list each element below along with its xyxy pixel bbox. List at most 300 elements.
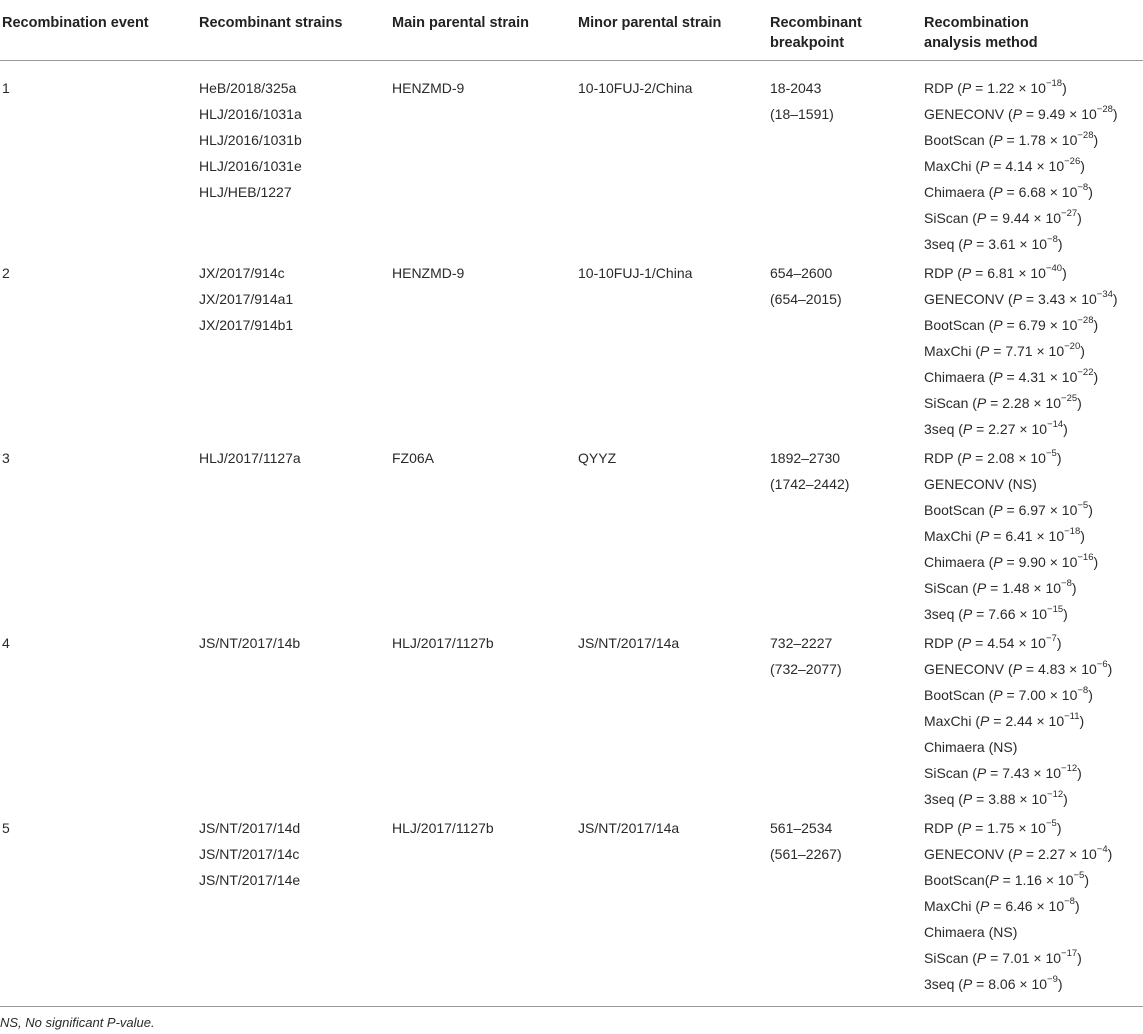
p-equals: =: [1002, 369, 1019, 385]
event-number-text: 3: [2, 450, 10, 466]
main-parental-strain: [392, 260, 464, 286]
method-name: MaxChi: [924, 898, 976, 914]
strain-name: JS/NT/2017/14d: [199, 820, 301, 836]
p-symbol: P: [961, 820, 972, 836]
paren-open: (: [957, 265, 962, 281]
breakpoint-value: 654–2600: [770, 265, 833, 281]
event-number: [2, 260, 10, 286]
p-exponent: −12: [1061, 763, 1078, 775]
method-name: Chimaera: [924, 369, 989, 385]
method-entry: [924, 101, 1118, 127]
p-exponent: −14: [1047, 419, 1064, 431]
method-name: BootScan: [924, 317, 989, 333]
p-equals: =: [972, 606, 989, 622]
recombinant-breakpoint: [770, 815, 842, 867]
p-value: 7.43 × 10: [1002, 765, 1062, 781]
minor-parental-strain: [578, 75, 692, 101]
p-value: 4.54 × 10: [987, 635, 1046, 651]
header-main-parental-strain: Main parental strain: [392, 15, 529, 31]
breakpoint-value: (561–2267): [770, 846, 842, 862]
p-exponent: −5: [1077, 500, 1089, 512]
p-equals: =: [1002, 687, 1019, 703]
method-entry: [924, 471, 1098, 497]
paren-open: (: [988, 554, 994, 570]
main-parent-name: HENZMD-9: [392, 265, 465, 281]
paren-close: ): [1056, 450, 1062, 466]
method-entry: [924, 919, 1112, 945]
method-name: GENECONV: [924, 661, 1009, 677]
p-equals: =: [986, 395, 1003, 411]
method-name: RDP: [924, 450, 958, 466]
p-symbol: P: [1012, 106, 1023, 122]
table-header: [0, 0, 1143, 61]
p-exponent: −27: [1061, 208, 1078, 220]
table-bottom-rule: [0, 1006, 1143, 1007]
strain-name: HLJ/HEB/1227: [199, 184, 292, 200]
breakpoint-value: 561–2534: [770, 820, 833, 836]
paren-close: ): [1112, 291, 1118, 307]
p-value: 2.08 × 10: [987, 450, 1046, 466]
p-value: 6.41 × 10: [1005, 528, 1065, 544]
p-value: 1.22 × 10: [987, 80, 1046, 96]
minor-parent-name: JS/NT/2017/14a: [578, 635, 680, 651]
p-value: 4.83 × 10: [1038, 661, 1097, 677]
method-name: GENECONV: [924, 846, 1009, 862]
method-entry: [924, 312, 1118, 338]
method-name: MaxChi: [924, 713, 976, 729]
header-recombination-event: Recombination event: [2, 15, 149, 31]
p-exponent: −18: [1064, 526, 1081, 538]
method-name: Chimaera (NS): [924, 924, 1018, 940]
p-exponent: −8: [1077, 182, 1089, 194]
p-value: 1.48 × 10: [1002, 580, 1062, 596]
p-equals: =: [971, 265, 988, 281]
p-symbol: P: [976, 395, 987, 411]
p-symbol: P: [962, 606, 973, 622]
method-entry: [924, 630, 1112, 656]
p-equals: =: [989, 713, 1006, 729]
p-symbol: P: [961, 80, 972, 96]
analysis-methods: [924, 445, 1098, 627]
p-equals: =: [1002, 132, 1019, 148]
paren-open: (: [972, 765, 977, 781]
event-number: [2, 75, 10, 101]
method-entry: [924, 841, 1112, 867]
paren-open: (: [975, 713, 981, 729]
method-entry: [924, 815, 1112, 841]
paren-open: (: [988, 132, 994, 148]
paren-close: ): [1088, 502, 1093, 518]
breakpoint-value: 18-2043: [770, 80, 822, 96]
method-entry: [924, 682, 1112, 708]
p-symbol: P: [989, 872, 999, 888]
method-entry: [924, 867, 1112, 893]
paren-open: (: [975, 343, 981, 359]
event-number-text: 2: [2, 265, 10, 281]
method-name: BootScan: [924, 687, 989, 703]
p-value: 2.27 × 10: [1038, 846, 1097, 862]
p-exponent: −8: [1061, 578, 1072, 590]
paren-open: (: [988, 369, 994, 385]
paren-open: (: [988, 317, 994, 333]
p-exponent: −5: [1045, 818, 1057, 830]
paren-close: ): [1063, 421, 1068, 437]
paren-open: (: [957, 80, 962, 96]
paren-close: ): [1057, 976, 1063, 992]
p-symbol: P: [1012, 661, 1023, 677]
event-number: [2, 815, 10, 841]
paren-open: (: [972, 395, 977, 411]
p-value: 7.66 × 10: [988, 606, 1048, 622]
p-value: 3.61 × 10: [988, 236, 1048, 252]
p-value: 2.28 × 10: [1002, 395, 1062, 411]
paren-open: (: [972, 210, 977, 226]
method-entry: [924, 260, 1118, 286]
p-exponent: −6: [1096, 659, 1108, 671]
paren-open: (: [975, 158, 981, 174]
p-symbol: P: [976, 580, 987, 596]
method-name: 3seq: [924, 976, 959, 992]
method-name: MaxChi: [924, 528, 976, 544]
p-equals: =: [1002, 502, 1019, 518]
p-equals: =: [1022, 106, 1038, 122]
paren-open: (: [957, 820, 962, 836]
header-minor-parental-strain: Minor parental strain: [578, 15, 722, 31]
p-symbol: P: [976, 210, 987, 226]
strain-name: JX/2017/914b1: [199, 317, 294, 333]
method-entry: [924, 734, 1112, 760]
recombinant-breakpoint: [770, 630, 842, 682]
paren-close: ): [1088, 184, 1093, 200]
p-symbol: P: [993, 369, 1003, 385]
p-exponent: −4: [1096, 844, 1108, 856]
p-exponent: −9: [1047, 974, 1058, 986]
method-entry: [924, 364, 1118, 390]
method-entry: [924, 656, 1112, 682]
paren-open: (: [958, 236, 963, 252]
p-equals: =: [971, 450, 988, 466]
paren-close: ): [1074, 898, 1080, 914]
method-entry: [924, 231, 1118, 257]
paren-close: ): [1107, 846, 1113, 862]
method-name: 3seq: [924, 421, 959, 437]
p-equals: =: [972, 421, 989, 437]
paren-close: ): [1080, 343, 1085, 359]
strain-name: HLJ/2016/1031b: [199, 132, 302, 148]
p-value: 1.78 × 10: [1018, 132, 1078, 148]
p-value: 9.90 × 10: [1018, 554, 1078, 570]
p-exponent: −28: [1096, 104, 1113, 116]
main-parent-name: FZ06A: [392, 450, 435, 466]
minor-parent-name: 10-10FUJ-2/China: [578, 80, 693, 96]
p-equals: =: [989, 528, 1006, 544]
paren-open: (: [1008, 106, 1013, 122]
method-name: SiScan: [924, 580, 973, 596]
analysis-methods: [924, 260, 1118, 442]
paren-close: ): [1077, 765, 1082, 781]
method-name: GENECONV (NS): [924, 476, 1037, 492]
method-entry: [924, 286, 1118, 312]
paren-open: (: [958, 791, 963, 807]
p-exponent: −17: [1061, 948, 1078, 960]
breakpoint-value: (18–1591): [770, 106, 834, 122]
p-equals: =: [989, 158, 1006, 174]
method-entry: [924, 497, 1098, 523]
p-equals: =: [1022, 291, 1038, 307]
method-name: RDP: [924, 635, 958, 651]
minor-parental-strain: [578, 815, 679, 841]
breakpoint-value: 732–2227: [770, 635, 833, 651]
method-name: Chimaera: [924, 184, 989, 200]
p-equals: =: [972, 236, 989, 252]
paren-close: ): [1062, 80, 1067, 96]
p-value: 2.27 × 10: [988, 421, 1048, 437]
p-exponent: −5: [1073, 870, 1085, 882]
p-value: 4.14 × 10: [1005, 158, 1065, 174]
main-parent-name: HLJ/2017/1127b: [392, 820, 494, 836]
paren-close: ): [1093, 317, 1099, 333]
strain-name: JS/NT/2017/14b: [199, 635, 301, 651]
method-entry: [924, 127, 1118, 153]
p-equals: =: [971, 80, 988, 96]
p-value: 7.71 × 10: [1005, 343, 1065, 359]
recombinant-breakpoint: [770, 445, 849, 497]
paren-open: (: [957, 635, 962, 651]
p-exponent: −18: [1045, 78, 1063, 90]
method-entry: [924, 708, 1112, 734]
minor-parental-strain: [578, 260, 692, 286]
p-equals: =: [972, 976, 989, 992]
p-value: 6.81 × 10: [987, 265, 1046, 281]
main-parent-name: HLJ/2017/1127b: [392, 635, 494, 651]
p-symbol: P: [962, 976, 973, 992]
method-name: MaxChi: [924, 158, 976, 174]
method-name: SiScan: [924, 950, 973, 966]
method-entry: [924, 416, 1118, 442]
header-recombinant-strains: Recombinant strains: [199, 15, 343, 31]
p-exponent: −28: [1077, 315, 1094, 327]
minor-parent-name: QYYZ: [578, 450, 617, 466]
paren-open: (: [984, 872, 990, 888]
p-equals: =: [1022, 846, 1038, 862]
analysis-methods: [924, 815, 1112, 997]
method-entry: [924, 179, 1118, 205]
p-equals: =: [986, 210, 1003, 226]
method-entry: [924, 893, 1112, 919]
method-name: GENECONV: [924, 291, 1009, 307]
p-symbol: P: [993, 687, 1003, 703]
paren-open: (: [1008, 846, 1013, 862]
p-exponent: −25: [1061, 393, 1078, 405]
p-symbol: P: [980, 713, 990, 729]
paren-close: ): [1077, 395, 1082, 411]
paren-close: ): [1057, 236, 1063, 252]
recombinant-strains: [199, 630, 300, 656]
paren-open: (: [975, 528, 981, 544]
breakpoint-value: (732–2077): [770, 661, 842, 677]
p-symbol: P: [993, 554, 1003, 570]
method-name: 3seq: [924, 606, 959, 622]
p-equals: =: [1002, 554, 1019, 570]
recombinant-strains: [199, 815, 300, 893]
paren-close: ): [1071, 580, 1077, 596]
method-entry: [924, 760, 1112, 786]
p-equals: =: [1002, 184, 1019, 200]
main-parental-strain: [392, 445, 434, 471]
p-exponent: −7: [1045, 633, 1057, 645]
p-value: 6.68 × 10: [1018, 184, 1078, 200]
p-exponent: −34: [1096, 289, 1113, 301]
p-symbol: P: [1012, 291, 1023, 307]
p-exponent: −40: [1045, 263, 1063, 275]
recombinant-strains: [199, 260, 293, 338]
p-value: 8.06 × 10: [988, 976, 1048, 992]
method-name: Chimaera (NS): [924, 739, 1018, 755]
strain-name: HLJ/2016/1031a: [199, 106, 302, 122]
minor-parent-name: JS/NT/2017/14a: [578, 820, 680, 836]
main-parental-strain: [392, 815, 494, 841]
method-name: RDP: [924, 80, 958, 96]
header-recombination-analysis-method: Recombination analysis method: [924, 15, 1038, 51]
p-symbol: P: [980, 898, 990, 914]
p-equals: =: [989, 343, 1006, 359]
p-symbol: P: [961, 265, 972, 281]
paren-open: (: [972, 950, 977, 966]
paren-open: (: [988, 184, 994, 200]
paren-close: ): [1093, 554, 1099, 570]
method-entry: [924, 390, 1118, 416]
p-equals: =: [971, 820, 988, 836]
p-exponent: −26: [1064, 156, 1081, 168]
paren-close: ): [1080, 158, 1085, 174]
p-value: 2.44 × 10: [1005, 713, 1065, 729]
p-symbol: P: [961, 635, 972, 651]
paren-open: (: [958, 606, 963, 622]
p-equals: =: [1022, 661, 1038, 677]
breakpoint-value: 1892–2730: [770, 450, 841, 466]
paren-close: ): [1056, 820, 1062, 836]
main-parental-strain: [392, 75, 464, 101]
method-name: Chimaera: [924, 554, 989, 570]
method-entry: [924, 575, 1098, 601]
p-equals: =: [986, 765, 1003, 781]
recombinant-strains: [199, 445, 301, 471]
p-value: 6.46 × 10: [1005, 898, 1065, 914]
paren-close: ): [1088, 687, 1093, 703]
p-symbol: P: [993, 502, 1003, 518]
event-number-text: 5: [2, 820, 10, 836]
p-symbol: P: [976, 765, 987, 781]
paren-close: ): [1079, 713, 1085, 729]
p-value: 1.75 × 10: [987, 820, 1046, 836]
table-footnote: NS, No significant P-value.: [0, 1015, 155, 1030]
p-exponent: −16: [1077, 552, 1094, 564]
p-symbol: P: [980, 343, 990, 359]
main-parent-name: HENZMD-9: [392, 80, 465, 96]
p-value: 6.97 × 10: [1018, 502, 1078, 518]
method-name: RDP: [924, 820, 958, 836]
paren-open: (: [972, 580, 977, 596]
method-entry: [924, 601, 1098, 627]
method-name: SiScan: [924, 765, 973, 781]
paren-close: ): [1062, 265, 1067, 281]
paren-open: (: [988, 502, 994, 518]
p-equals: =: [989, 898, 1006, 914]
recombinant-strains: [199, 75, 302, 205]
paren-open: (: [1008, 661, 1013, 677]
method-name: RDP: [924, 265, 958, 281]
paren-open: (: [957, 450, 962, 466]
paren-close: ): [1093, 369, 1099, 385]
p-symbol: P: [993, 132, 1003, 148]
p-equals: =: [971, 635, 988, 651]
method-entry: [924, 75, 1118, 101]
paren-close: ): [1077, 950, 1082, 966]
method-entry: [924, 971, 1112, 997]
method-entry: [924, 205, 1118, 231]
p-exponent: −22: [1077, 367, 1094, 379]
p-equals: =: [986, 580, 1003, 596]
breakpoint-value: (654–2015): [770, 291, 842, 307]
event-number: [2, 445, 10, 471]
p-exponent: −12: [1047, 789, 1064, 801]
paren-open: (: [988, 687, 994, 703]
strain-name: JX/2017/914c: [199, 265, 285, 281]
method-entry: [924, 445, 1098, 471]
minor-parental-strain: [578, 445, 616, 471]
recombinant-breakpoint: [770, 75, 834, 127]
method-entry: [924, 523, 1098, 549]
analysis-methods: [924, 630, 1112, 812]
method-entry: [924, 338, 1118, 364]
p-exponent: −5: [1045, 448, 1057, 460]
p-symbol: P: [961, 450, 972, 466]
p-exponent: −28: [1077, 130, 1094, 142]
p-value: 9.49 × 10: [1038, 106, 1097, 122]
strain-name: JS/NT/2017/14e: [199, 872, 301, 888]
strain-name: JS/NT/2017/14c: [199, 846, 300, 862]
method-name: SiScan: [924, 395, 973, 411]
method-name: SiScan: [924, 210, 973, 226]
event-number: [2, 630, 10, 656]
p-exponent: −15: [1047, 604, 1064, 616]
paren-open: (: [1008, 291, 1013, 307]
method-name: BootScan: [924, 872, 985, 888]
p-symbol: P: [1012, 846, 1023, 862]
p-value: 4.31 × 10: [1018, 369, 1078, 385]
paren-close: ): [1107, 661, 1113, 677]
p-symbol: P: [962, 421, 973, 437]
p-exponent: −8: [1077, 685, 1089, 697]
p-equals: =: [986, 950, 1003, 966]
p-symbol: P: [980, 528, 990, 544]
p-value: 7.00 × 10: [1018, 687, 1078, 703]
strain-name: HLJ/2016/1031e: [199, 158, 302, 174]
paren-close: ): [1080, 528, 1085, 544]
p-value: 6.79 × 10: [1018, 317, 1078, 333]
method-entry: [924, 153, 1118, 179]
method-entry: [924, 549, 1098, 575]
recombinant-breakpoint: [770, 260, 842, 312]
paren-open: (: [958, 976, 963, 992]
p-value: 7.01 × 10: [1002, 950, 1062, 966]
strain-name: JX/2017/914a1: [199, 291, 294, 307]
header-recombinant-breakpoint: Recombinant breakpoint: [770, 15, 862, 51]
p-symbol: P: [976, 950, 987, 966]
p-exponent: −20: [1064, 341, 1081, 353]
p-symbol: P: [962, 791, 973, 807]
p-symbol: P: [962, 236, 973, 252]
